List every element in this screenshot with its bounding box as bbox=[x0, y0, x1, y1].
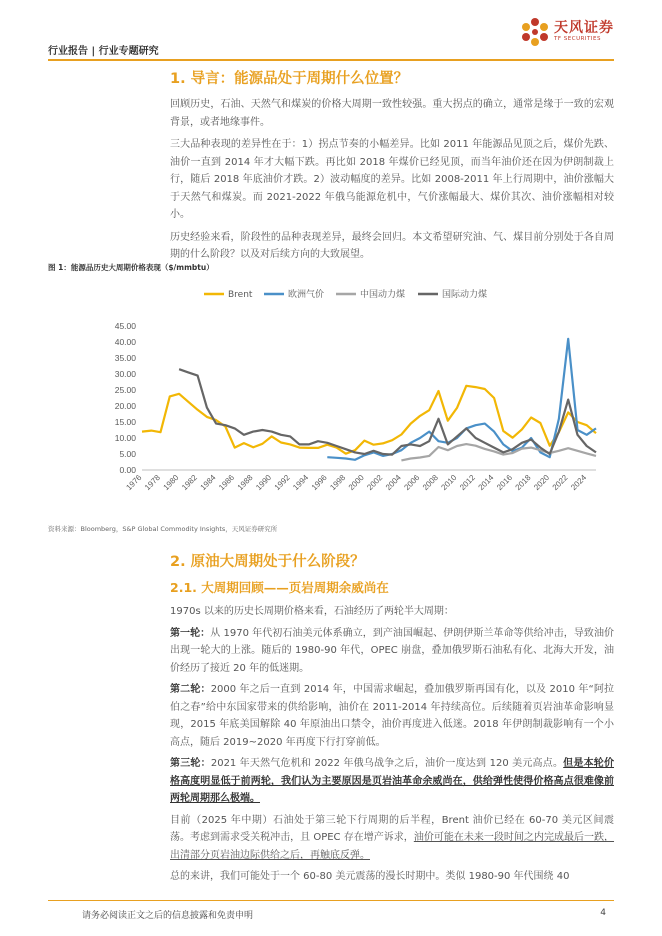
x-tick-label: 2024 bbox=[569, 473, 589, 492]
legend-label-0: Brent bbox=[228, 290, 253, 300]
round-2-label: 第二轮： bbox=[170, 684, 211, 695]
current-outlook-text-b: 油价可能在未来一段时间之内完成最后一跌，出清部分页岩油边际供给之后，再触底反弹。 bbox=[170, 832, 615, 861]
y-tick-label: 0.00 bbox=[119, 465, 136, 475]
x-tick-label: 1980 bbox=[161, 473, 181, 492]
current-outlook-text-a: 目前（2025 年中期）石油处于第三轮下行周期的后半程，Brent 油价已经在 60-70 美元区间震荡。考虑到需求受关税冲击，且 OPEC 存在增产诉求， bbox=[170, 814, 614, 843]
disclaimer-text: 请务必阅读正文之后的信息披露和免责申明 bbox=[82, 911, 254, 921]
x-tick-label: 1988 bbox=[235, 473, 255, 492]
section-intro bbox=[170, 62, 614, 264]
y-tick-label: 30.00 bbox=[114, 369, 136, 379]
section-crude bbox=[170, 545, 614, 886]
x-tick-label: 2022 bbox=[550, 473, 570, 492]
x-tick-label: 2006 bbox=[402, 473, 422, 492]
y-tick-label: 40.00 bbox=[114, 337, 136, 347]
section-1-title: 1. 导言：能源品处于周期什么位置？ bbox=[170, 71, 409, 87]
page-number: 4 bbox=[600, 908, 606, 918]
brand-logo bbox=[520, 14, 614, 50]
subsection-2-1-title: 2.1. 大周期回顾——页岩周期余威尚在 bbox=[170, 580, 389, 595]
round-1-text: 从 1970 年代初石油美元体系确立，到产油国崛起、伊朗伊斯兰革命等供给冲击，导致油价出现一轮大的上涨。随后的 1980-90 年代，OPEC 崩盘，叠加俄罗斯石油私有化、北海大开发，油价经历了接近 20 年的低迷期。 bbox=[170, 627, 615, 674]
x-tick-label: 2012 bbox=[458, 473, 477, 492]
round-2-paragraph bbox=[170, 681, 614, 751]
x-tick-label: 1984 bbox=[198, 473, 218, 492]
round-1-paragraph bbox=[170, 625, 614, 678]
y-tick-label: 15.00 bbox=[114, 417, 136, 427]
round-1-label: 第一轮： bbox=[170, 627, 211, 639]
current-outlook-paragraph bbox=[170, 812, 614, 865]
figure-title: 图 1：能源品历史大周期价格表现（$/mmbtu） bbox=[48, 263, 214, 272]
y-tick-label: 25.00 bbox=[114, 385, 136, 395]
y-tick-label: 20.00 bbox=[114, 401, 136, 411]
x-tick-label: 2014 bbox=[476, 473, 496, 492]
x-tick-label: 2020 bbox=[532, 473, 552, 492]
footer-divider bbox=[48, 900, 614, 901]
x-tick-label: 1976 bbox=[124, 473, 144, 492]
legend-label-3: 国际动力煤 bbox=[442, 290, 488, 300]
y-tick-label: 10.00 bbox=[114, 433, 136, 443]
x-tick-label: 1998 bbox=[328, 473, 348, 492]
chart-svg bbox=[96, 280, 606, 520]
x-tick-label: 2004 bbox=[383, 473, 403, 492]
x-tick-label: 2008 bbox=[420, 473, 440, 492]
figure-source: 资料来源：Bloomberg，S&P Global Commodity Insights，天风证券研究所 bbox=[48, 525, 278, 533]
x-tick-label: 2010 bbox=[439, 473, 459, 492]
legend-label-2: 中国动力煤 bbox=[360, 290, 406, 300]
crude-intro: 1970s 以来的历史长周期价格来看，石油经历了两轮半大周期： bbox=[170, 606, 454, 617]
intro-paragraph-2: 三大品种表现的差异性在于：1）拐点节奏的小幅差异。比如 2011 年能源品见顶之后，煤价先跌、油价一直到 2014 年才大幅下跌。再比如 2018 年煤价已经见顶，而当年油价还在因为伊朗制裁上行，随后 2018 年底油价才跌。2）波动幅度的差异。比如 2008-2011 年上行周期中，油价涨幅大于天然气和煤炭。而 2021-2022 年俄乌能源危机中，气价涨幅最大、煤价其次、油价涨幅相对较小。 bbox=[170, 139, 614, 220]
y-tick-label: 35.00 bbox=[114, 353, 136, 363]
x-tick-label: 1990 bbox=[254, 473, 274, 492]
brand-name-cn: 天风证券 bbox=[554, 20, 614, 37]
page-header bbox=[48, 14, 614, 58]
series-line-0 bbox=[142, 386, 596, 454]
x-tick-label: 1986 bbox=[217, 473, 237, 492]
legend-label-1: 欧洲气价 bbox=[288, 290, 325, 300]
energy-price-chart bbox=[96, 280, 606, 520]
x-tick-label: 2018 bbox=[513, 473, 533, 492]
summary-paragraph: 总的来讲，我们可能处于一个 60-80 美元震荡的漫长时期中。类似 1980-90 年代围绕 40 bbox=[170, 871, 570, 882]
x-tick-label: 1982 bbox=[180, 473, 200, 492]
brand-name-en: TF SECURITIES bbox=[554, 36, 601, 43]
y-tick-label: 45.00 bbox=[114, 321, 136, 331]
x-tick-label: 1994 bbox=[291, 473, 311, 492]
round-3-paragraph bbox=[170, 755, 614, 808]
intro-paragraph-3: 历史经验来看，阶段性的品种表现差异，最终会回归。本文希望研究油、气、煤目前分别处于各自周期的什么阶段？以及对后续方向的大致展望。 bbox=[170, 231, 614, 260]
report-category: 行业报告 | 行业专题研究 bbox=[48, 46, 159, 57]
x-tick-label: 1992 bbox=[272, 473, 292, 492]
round-3-label: 第三轮： bbox=[170, 758, 211, 769]
round-3-text-a: 2021 年天然气危机和 2022 年俄乌战争之后，油价一度达到 120 美元高点。 bbox=[210, 758, 564, 769]
x-tick-label: 2000 bbox=[346, 473, 366, 492]
round-3-text-b: 但是本轮价格高度明显低于前两轮，我们认为主要原因是页岩油革命余威尚在，供给弹性使得价格高点很难像前两轮周期那么极端。 bbox=[170, 758, 615, 804]
section-2-title: 2. 原油大周期处于什么阶段？ bbox=[170, 554, 365, 570]
intro-paragraph-1: 回顾历史，石油、天然气和煤炭的价格大周期一致性较强。重大拐点的确立，通常是缘于一致的宏观背景，或者地缘事件。 bbox=[170, 99, 614, 128]
tf-logo-icon bbox=[520, 17, 550, 47]
x-tick-label: 1996 bbox=[309, 473, 329, 492]
y-tick-label: 5.00 bbox=[119, 449, 136, 459]
round-2-text: 2000 年之后一直到 2014 年，中国需求崛起，叠加俄罗斯再国有化，以及 2010 年“阿拉伯之春”给中东国家带来的供给影响，油价在 2011-2014 年持续高位。后续随着页岩油革命影响显现，2015 年底美国解除 40 年原油出口禁令，油价再度进入低迷。2018 年伊朗制裁影响有一个小高点，随后 2019~2020 年再度下行打穿前低。 bbox=[170, 684, 615, 748]
x-tick-label: 1978 bbox=[142, 473, 162, 492]
header-divider bbox=[48, 59, 614, 61]
x-tick-label: 2016 bbox=[495, 473, 515, 492]
series-line-2 bbox=[401, 444, 596, 460]
x-tick-label: 2002 bbox=[365, 473, 385, 492]
